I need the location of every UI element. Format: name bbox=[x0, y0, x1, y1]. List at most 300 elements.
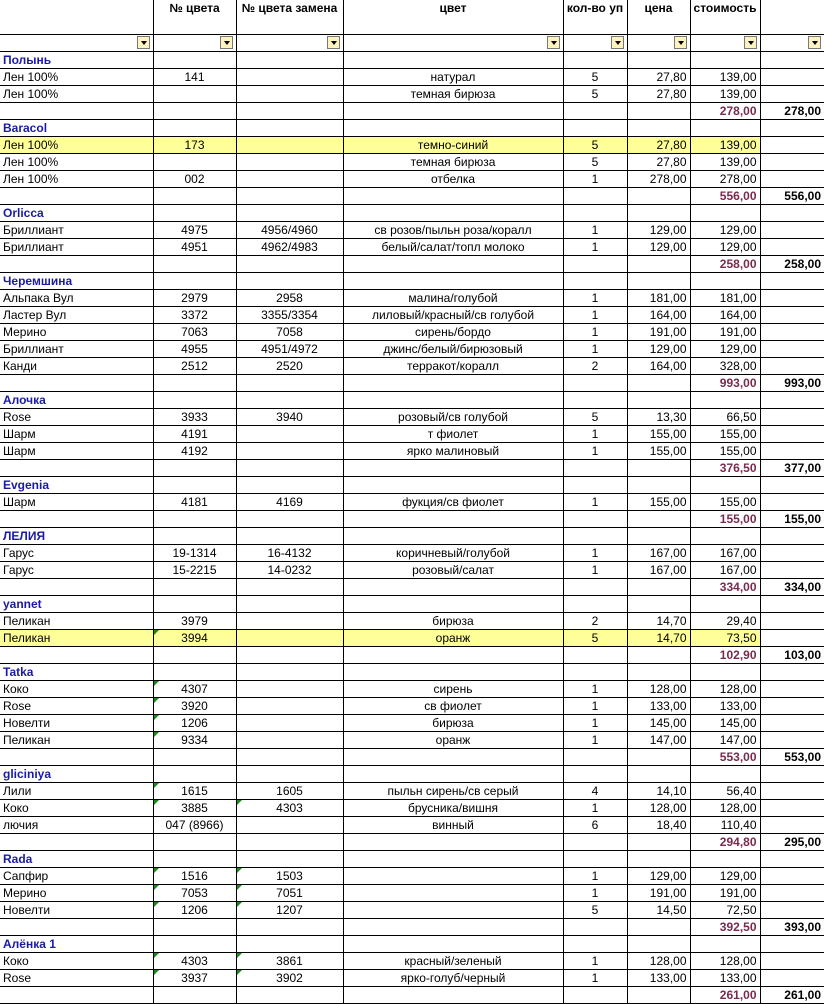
empty-cell[interactable] bbox=[563, 187, 627, 204]
color-replacement-cell[interactable]: 7051 bbox=[236, 884, 343, 901]
empty-cell[interactable] bbox=[343, 850, 563, 867]
color-cell[interactable]: отбелка bbox=[343, 170, 563, 187]
quantity-cell[interactable]: 1 bbox=[563, 867, 627, 884]
price-cell[interactable]: 278,00 bbox=[627, 170, 690, 187]
color-replacement-cell[interactable] bbox=[236, 697, 343, 714]
color-number-cell[interactable]: 3920 bbox=[153, 697, 236, 714]
color-cell[interactable]: малина/голубой bbox=[343, 289, 563, 306]
color-number-cell[interactable]: 002 bbox=[153, 170, 236, 187]
color-replacement-cell[interactable] bbox=[236, 731, 343, 748]
quantity-cell[interactable]: 1 bbox=[563, 731, 627, 748]
total-cell[interactable] bbox=[760, 221, 824, 238]
color-replacement-cell[interactable]: 14-0232 bbox=[236, 561, 343, 578]
empty-cell[interactable] bbox=[690, 119, 760, 136]
color-number-cell[interactable]: 15-2215 bbox=[153, 561, 236, 578]
empty-cell[interactable] bbox=[627, 272, 690, 289]
total-cell[interactable] bbox=[760, 901, 824, 918]
color-cell[interactable]: оранж bbox=[343, 731, 563, 748]
color-cell[interactable]: джинс/белый/бирюзовый bbox=[343, 340, 563, 357]
rounded-total-cell[interactable]: 295,00 bbox=[760, 833, 824, 850]
empty-cell[interactable] bbox=[343, 459, 563, 476]
color-number-cell[interactable]: 3979 bbox=[153, 612, 236, 629]
price-cell[interactable]: 14,70 bbox=[627, 629, 690, 646]
empty-cell[interactable] bbox=[236, 272, 343, 289]
cost-cell[interactable]: 145,00 bbox=[690, 714, 760, 731]
cost-cell[interactable]: 139,00 bbox=[690, 85, 760, 102]
color-replacement-cell[interactable] bbox=[236, 629, 343, 646]
color-replacement-cell[interactable]: 2520 bbox=[236, 357, 343, 374]
cost-cell[interactable]: 129,00 bbox=[690, 238, 760, 255]
empty-cell[interactable] bbox=[343, 595, 563, 612]
empty-cell[interactable] bbox=[0, 833, 153, 850]
cost-cell[interactable]: 139,00 bbox=[690, 68, 760, 85]
empty-cell[interactable] bbox=[153, 748, 236, 765]
color-number-cell[interactable]: 3372 bbox=[153, 306, 236, 323]
color-number-cell[interactable]: 2979 bbox=[153, 289, 236, 306]
color-number-cell[interactable]: 3994 bbox=[153, 629, 236, 646]
cost-cell[interactable]: 328,00 bbox=[690, 357, 760, 374]
price-cell[interactable]: 27,80 bbox=[627, 153, 690, 170]
group-name[interactable]: gliciniya bbox=[0, 765, 153, 782]
empty-cell[interactable] bbox=[343, 187, 563, 204]
item-cell[interactable]: Мерино bbox=[0, 323, 153, 340]
item-cell[interactable]: Бриллиант bbox=[0, 340, 153, 357]
price-cell[interactable]: 155,00 bbox=[627, 425, 690, 442]
cost-cell[interactable]: 155,00 bbox=[690, 493, 760, 510]
empty-cell[interactable] bbox=[563, 578, 627, 595]
empty-cell[interactable] bbox=[343, 833, 563, 850]
price-cell[interactable]: 27,80 bbox=[627, 136, 690, 153]
price-cell[interactable]: 129,00 bbox=[627, 238, 690, 255]
empty-cell[interactable] bbox=[627, 102, 690, 119]
filter-dropdown-item[interactable] bbox=[137, 36, 150, 49]
empty-cell[interactable] bbox=[236, 527, 343, 544]
empty-cell[interactable] bbox=[563, 102, 627, 119]
quantity-cell[interactable]: 5 bbox=[563, 136, 627, 153]
total-cell[interactable] bbox=[760, 68, 824, 85]
subtotal-cell[interactable]: 376,50 bbox=[690, 459, 760, 476]
empty-cell[interactable] bbox=[690, 850, 760, 867]
price-cell[interactable]: 14,50 bbox=[627, 901, 690, 918]
price-cell[interactable]: 14,70 bbox=[627, 612, 690, 629]
color-cell[interactable]: св розов/пыльн роза/коралл bbox=[343, 221, 563, 238]
item-cell[interactable]: Пеликан bbox=[0, 629, 153, 646]
empty-cell[interactable] bbox=[153, 595, 236, 612]
empty-cell[interactable] bbox=[153, 476, 236, 493]
quantity-cell[interactable]: 2 bbox=[563, 357, 627, 374]
total-cell[interactable] bbox=[760, 323, 824, 340]
empty-cell[interactable] bbox=[153, 527, 236, 544]
empty-cell[interactable] bbox=[343, 204, 563, 221]
price-cell[interactable]: 155,00 bbox=[627, 442, 690, 459]
quantity-cell[interactable]: 1 bbox=[563, 561, 627, 578]
total-cell[interactable] bbox=[760, 680, 824, 697]
cost-cell[interactable]: 191,00 bbox=[690, 884, 760, 901]
empty-cell[interactable] bbox=[627, 833, 690, 850]
color-cell[interactable] bbox=[343, 884, 563, 901]
cost-cell[interactable]: 167,00 bbox=[690, 544, 760, 561]
group-name[interactable]: yannet bbox=[0, 595, 153, 612]
empty-cell[interactable] bbox=[153, 765, 236, 782]
rounded-total-cell[interactable]: 556,00 bbox=[760, 187, 824, 204]
quantity-cell[interactable]: 5 bbox=[563, 85, 627, 102]
quantity-cell[interactable]: 5 bbox=[563, 901, 627, 918]
empty-cell[interactable] bbox=[236, 459, 343, 476]
item-cell[interactable]: Лен 100% bbox=[0, 85, 153, 102]
empty-cell[interactable] bbox=[236, 255, 343, 272]
item-cell[interactable]: Бриллиант bbox=[0, 221, 153, 238]
price-cell[interactable]: 128,00 bbox=[627, 680, 690, 697]
color-number-cell[interactable]: 1615 bbox=[153, 782, 236, 799]
color-cell[interactable]: ярко малиновый bbox=[343, 442, 563, 459]
item-cell[interactable]: Коко bbox=[0, 799, 153, 816]
total-cell[interactable] bbox=[760, 85, 824, 102]
empty-cell[interactable] bbox=[627, 578, 690, 595]
empty-cell[interactable] bbox=[690, 476, 760, 493]
quantity-cell[interactable]: 1 bbox=[563, 799, 627, 816]
rounded-total-cell[interactable]: 377,00 bbox=[760, 459, 824, 476]
subtotal-cell[interactable]: 392,50 bbox=[690, 918, 760, 935]
cost-cell[interactable]: 110,40 bbox=[690, 816, 760, 833]
empty-cell[interactable] bbox=[690, 663, 760, 680]
item-cell[interactable]: Rose bbox=[0, 969, 153, 986]
empty-cell[interactable] bbox=[153, 119, 236, 136]
quantity-cell[interactable]: 1 bbox=[563, 238, 627, 255]
color-number-cell[interactable]: 3937 bbox=[153, 969, 236, 986]
item-cell[interactable]: Новелти bbox=[0, 901, 153, 918]
subtotal-cell[interactable]: 294,80 bbox=[690, 833, 760, 850]
item-cell[interactable]: Сапфир bbox=[0, 867, 153, 884]
filter-dropdown-price[interactable] bbox=[674, 36, 687, 49]
color-cell[interactable]: брусника/вишня bbox=[343, 799, 563, 816]
price-cell[interactable]: 129,00 bbox=[627, 867, 690, 884]
rounded-total-cell[interactable]: 553,00 bbox=[760, 748, 824, 765]
item-cell[interactable]: Лили bbox=[0, 782, 153, 799]
empty-cell[interactable] bbox=[236, 51, 343, 68]
empty-cell[interactable] bbox=[343, 119, 563, 136]
empty-cell[interactable] bbox=[236, 476, 343, 493]
empty-cell[interactable] bbox=[690, 204, 760, 221]
empty-cell[interactable] bbox=[0, 510, 153, 527]
empty-cell[interactable] bbox=[690, 51, 760, 68]
empty-cell[interactable] bbox=[0, 578, 153, 595]
empty-cell[interactable] bbox=[153, 374, 236, 391]
empty-cell[interactable] bbox=[236, 119, 343, 136]
color-replacement-cell[interactable]: 1605 bbox=[236, 782, 343, 799]
color-cell[interactable]: винный bbox=[343, 816, 563, 833]
empty-cell[interactable] bbox=[627, 748, 690, 765]
color-number-cell[interactable]: 173 bbox=[153, 136, 236, 153]
color-number-cell[interactable]: 141 bbox=[153, 68, 236, 85]
color-replacement-cell[interactable]: 3902 bbox=[236, 969, 343, 986]
empty-cell[interactable] bbox=[627, 935, 690, 952]
empty-cell[interactable] bbox=[760, 935, 824, 952]
empty-cell[interactable] bbox=[627, 663, 690, 680]
empty-cell[interactable] bbox=[690, 527, 760, 544]
color-number-cell[interactable]: 4192 bbox=[153, 442, 236, 459]
empty-cell[interactable] bbox=[343, 255, 563, 272]
subtotal-cell[interactable]: 334,00 bbox=[690, 578, 760, 595]
cost-cell[interactable]: 56,40 bbox=[690, 782, 760, 799]
empty-cell[interactable] bbox=[0, 646, 153, 663]
color-replacement-cell[interactable]: 4951/4972 bbox=[236, 340, 343, 357]
empty-cell[interactable] bbox=[563, 765, 627, 782]
total-cell[interactable] bbox=[760, 289, 824, 306]
quantity-cell[interactable]: 1 bbox=[563, 952, 627, 969]
empty-cell[interactable] bbox=[563, 476, 627, 493]
color-replacement-cell[interactable] bbox=[236, 816, 343, 833]
quantity-cell[interactable]: 4 bbox=[563, 782, 627, 799]
group-name[interactable]: Rada bbox=[0, 850, 153, 867]
total-cell[interactable] bbox=[760, 306, 824, 323]
subtotal-cell[interactable]: 155,00 bbox=[690, 510, 760, 527]
color-cell[interactable]: сирень bbox=[343, 680, 563, 697]
color-replacement-cell[interactable] bbox=[236, 85, 343, 102]
color-cell[interactable]: розовый/салат bbox=[343, 561, 563, 578]
cost-cell[interactable]: 139,00 bbox=[690, 136, 760, 153]
item-cell[interactable]: Шарм bbox=[0, 425, 153, 442]
empty-cell[interactable] bbox=[563, 850, 627, 867]
filter-dropdown-color-replacement[interactable] bbox=[327, 36, 340, 49]
filter-dropdown-total[interactable] bbox=[808, 36, 821, 49]
empty-cell[interactable] bbox=[236, 204, 343, 221]
color-cell[interactable]: темно-синий bbox=[343, 136, 563, 153]
color-replacement-cell[interactable] bbox=[236, 442, 343, 459]
rounded-total-cell[interactable]: 334,00 bbox=[760, 578, 824, 595]
color-cell[interactable]: темная бирюза bbox=[343, 153, 563, 170]
cost-cell[interactable]: 133,00 bbox=[690, 697, 760, 714]
empty-cell[interactable] bbox=[690, 272, 760, 289]
color-replacement-cell[interactable]: 1503 bbox=[236, 867, 343, 884]
color-replacement-cell[interactable]: 3861 bbox=[236, 952, 343, 969]
total-cell[interactable] bbox=[760, 697, 824, 714]
total-cell[interactable] bbox=[760, 408, 824, 425]
color-replacement-cell[interactable]: 4169 bbox=[236, 493, 343, 510]
cost-cell[interactable]: 129,00 bbox=[690, 340, 760, 357]
group-name[interactable]: Baracol bbox=[0, 119, 153, 136]
item-cell[interactable]: Коко bbox=[0, 680, 153, 697]
color-cell[interactable]: натурал bbox=[343, 68, 563, 85]
price-cell[interactable]: 147,00 bbox=[627, 731, 690, 748]
color-replacement-cell[interactable] bbox=[236, 170, 343, 187]
empty-cell[interactable] bbox=[236, 510, 343, 527]
group-name[interactable]: Алёнка 1 bbox=[0, 935, 153, 952]
empty-cell[interactable] bbox=[760, 595, 824, 612]
item-cell[interactable]: Гарус bbox=[0, 544, 153, 561]
color-cell[interactable]: красный/зеленый bbox=[343, 952, 563, 969]
filter-dropdown-quantity[interactable] bbox=[611, 36, 624, 49]
color-replacement-cell[interactable]: 4962/4983 bbox=[236, 238, 343, 255]
empty-cell[interactable] bbox=[236, 748, 343, 765]
subtotal-cell[interactable]: 258,00 bbox=[690, 255, 760, 272]
empty-cell[interactable] bbox=[627, 646, 690, 663]
empty-cell[interactable] bbox=[760, 850, 824, 867]
empty-cell[interactable] bbox=[563, 119, 627, 136]
rounded-total-cell[interactable]: 258,00 bbox=[760, 255, 824, 272]
cost-cell[interactable]: 129,00 bbox=[690, 221, 760, 238]
empty-cell[interactable] bbox=[0, 187, 153, 204]
item-cell[interactable]: Пеликан bbox=[0, 612, 153, 629]
color-cell[interactable]: оранж bbox=[343, 629, 563, 646]
empty-cell[interactable] bbox=[563, 255, 627, 272]
color-cell[interactable]: бирюза bbox=[343, 714, 563, 731]
empty-cell[interactable] bbox=[690, 595, 760, 612]
empty-cell[interactable] bbox=[627, 51, 690, 68]
empty-cell[interactable] bbox=[153, 833, 236, 850]
empty-cell[interactable] bbox=[343, 765, 563, 782]
empty-cell[interactable] bbox=[236, 187, 343, 204]
color-cell[interactable]: бирюза bbox=[343, 612, 563, 629]
quantity-cell[interactable]: 2 bbox=[563, 612, 627, 629]
color-cell[interactable]: сирень/бордо bbox=[343, 323, 563, 340]
empty-cell[interactable] bbox=[563, 595, 627, 612]
empty-cell[interactable] bbox=[236, 850, 343, 867]
empty-cell[interactable] bbox=[153, 391, 236, 408]
empty-cell[interactable] bbox=[627, 255, 690, 272]
color-number-cell[interactable]: 7053 bbox=[153, 884, 236, 901]
cost-cell[interactable]: 191,00 bbox=[690, 323, 760, 340]
color-cell[interactable]: св фиолет bbox=[343, 697, 563, 714]
color-replacement-cell[interactable]: 4956/4960 bbox=[236, 221, 343, 238]
quantity-cell[interactable]: 5 bbox=[563, 408, 627, 425]
empty-cell[interactable] bbox=[153, 102, 236, 119]
cost-cell[interactable]: 167,00 bbox=[690, 561, 760, 578]
empty-cell[interactable] bbox=[563, 204, 627, 221]
empty-cell[interactable] bbox=[153, 204, 236, 221]
total-cell[interactable] bbox=[760, 867, 824, 884]
quantity-cell[interactable]: 1 bbox=[563, 544, 627, 561]
empty-cell[interactable] bbox=[343, 476, 563, 493]
empty-cell[interactable] bbox=[627, 187, 690, 204]
rounded-total-cell[interactable]: 278,00 bbox=[760, 102, 824, 119]
empty-cell[interactable] bbox=[627, 918, 690, 935]
color-replacement-cell[interactable] bbox=[236, 68, 343, 85]
quantity-cell[interactable]: 1 bbox=[563, 969, 627, 986]
group-name[interactable]: ЛЕЛИЯ bbox=[0, 527, 153, 544]
cost-cell[interactable]: 128,00 bbox=[690, 952, 760, 969]
price-cell[interactable]: 128,00 bbox=[627, 952, 690, 969]
quantity-cell[interactable]: 1 bbox=[563, 425, 627, 442]
color-cell[interactable]: розовый/св голубой bbox=[343, 408, 563, 425]
rounded-total-cell[interactable]: 155,00 bbox=[760, 510, 824, 527]
color-number-cell[interactable]: 9334 bbox=[153, 731, 236, 748]
filter-dropdown-color-number[interactable] bbox=[220, 36, 233, 49]
price-cell[interactable]: 129,00 bbox=[627, 221, 690, 238]
total-cell[interactable] bbox=[760, 170, 824, 187]
empty-cell[interactable] bbox=[236, 935, 343, 952]
color-replacement-cell[interactable]: 4303 bbox=[236, 799, 343, 816]
empty-cell[interactable] bbox=[236, 595, 343, 612]
total-cell[interactable] bbox=[760, 952, 824, 969]
quantity-cell[interactable]: 1 bbox=[563, 289, 627, 306]
item-cell[interactable]: Ластер Вул bbox=[0, 306, 153, 323]
total-cell[interactable] bbox=[760, 357, 824, 374]
rounded-total-cell[interactable]: 393,00 bbox=[760, 918, 824, 935]
total-cell[interactable] bbox=[760, 816, 824, 833]
color-cell[interactable]: белый/салат/топл молоко bbox=[343, 238, 563, 255]
empty-cell[interactable] bbox=[627, 204, 690, 221]
quantity-cell[interactable]: 1 bbox=[563, 442, 627, 459]
price-cell[interactable]: 133,00 bbox=[627, 969, 690, 986]
subtotal-cell[interactable]: 278,00 bbox=[690, 102, 760, 119]
empty-cell[interactable] bbox=[153, 850, 236, 867]
empty-cell[interactable] bbox=[563, 833, 627, 850]
color-cell[interactable]: коричневый/голубой bbox=[343, 544, 563, 561]
cost-cell[interactable]: 128,00 bbox=[690, 799, 760, 816]
price-cell[interactable]: 128,00 bbox=[627, 799, 690, 816]
empty-cell[interactable] bbox=[236, 918, 343, 935]
color-number-cell[interactable]: 3933 bbox=[153, 408, 236, 425]
color-cell[interactable] bbox=[343, 867, 563, 884]
quantity-cell[interactable]: 1 bbox=[563, 493, 627, 510]
color-cell[interactable]: лиловый/красный/св голубой bbox=[343, 306, 563, 323]
group-name[interactable]: Orlicca bbox=[0, 204, 153, 221]
total-cell[interactable] bbox=[760, 442, 824, 459]
subtotal-cell[interactable]: 553,00 bbox=[690, 748, 760, 765]
color-replacement-cell[interactable]: 1207 bbox=[236, 901, 343, 918]
cost-cell[interactable]: 155,00 bbox=[690, 442, 760, 459]
empty-cell[interactable] bbox=[236, 578, 343, 595]
total-cell[interactable] bbox=[760, 136, 824, 153]
empty-cell[interactable] bbox=[563, 51, 627, 68]
item-cell[interactable]: Канди bbox=[0, 357, 153, 374]
price-cell[interactable]: 133,00 bbox=[627, 697, 690, 714]
empty-cell[interactable] bbox=[627, 765, 690, 782]
empty-cell[interactable] bbox=[760, 272, 824, 289]
empty-cell[interactable] bbox=[343, 510, 563, 527]
item-cell[interactable]: Мерино bbox=[0, 884, 153, 901]
color-cell[interactable] bbox=[343, 901, 563, 918]
group-name[interactable]: Evgenia bbox=[0, 476, 153, 493]
empty-cell[interactable] bbox=[343, 102, 563, 119]
empty-cell[interactable] bbox=[343, 51, 563, 68]
color-replacement-cell[interactable] bbox=[236, 153, 343, 170]
color-cell[interactable]: ярко-голуб/черный bbox=[343, 969, 563, 986]
filter-dropdown-cost[interactable] bbox=[744, 36, 757, 49]
color-cell[interactable]: т фиолет bbox=[343, 425, 563, 442]
empty-cell[interactable] bbox=[153, 646, 236, 663]
color-replacement-cell[interactable]: 3940 bbox=[236, 408, 343, 425]
empty-cell[interactable] bbox=[343, 986, 563, 1003]
item-cell[interactable]: Бриллиант bbox=[0, 238, 153, 255]
empty-cell[interactable] bbox=[563, 510, 627, 527]
cost-cell[interactable]: 73,50 bbox=[690, 629, 760, 646]
group-name[interactable]: Tatka bbox=[0, 663, 153, 680]
color-replacement-cell[interactable] bbox=[236, 136, 343, 153]
rounded-total-cell[interactable]: 103,00 bbox=[760, 646, 824, 663]
empty-cell[interactable] bbox=[343, 935, 563, 952]
price-cell[interactable]: 167,00 bbox=[627, 544, 690, 561]
total-cell[interactable] bbox=[760, 153, 824, 170]
color-number-cell[interactable]: 4955 bbox=[153, 340, 236, 357]
total-cell[interactable] bbox=[760, 561, 824, 578]
cost-cell[interactable]: 29,40 bbox=[690, 612, 760, 629]
empty-cell[interactable] bbox=[690, 765, 760, 782]
empty-cell[interactable] bbox=[0, 986, 153, 1003]
cost-cell[interactable]: 72,50 bbox=[690, 901, 760, 918]
total-cell[interactable] bbox=[760, 493, 824, 510]
color-number-cell[interactable]: 4307 bbox=[153, 680, 236, 697]
total-cell[interactable] bbox=[760, 731, 824, 748]
empty-cell[interactable] bbox=[153, 510, 236, 527]
quantity-cell[interactable]: 1 bbox=[563, 697, 627, 714]
cost-cell[interactable]: 133,00 bbox=[690, 969, 760, 986]
empty-cell[interactable] bbox=[343, 374, 563, 391]
quantity-cell[interactable]: 1 bbox=[563, 306, 627, 323]
total-cell[interactable] bbox=[760, 238, 824, 255]
price-cell[interactable]: 167,00 bbox=[627, 561, 690, 578]
subtotal-cell[interactable]: 102,90 bbox=[690, 646, 760, 663]
